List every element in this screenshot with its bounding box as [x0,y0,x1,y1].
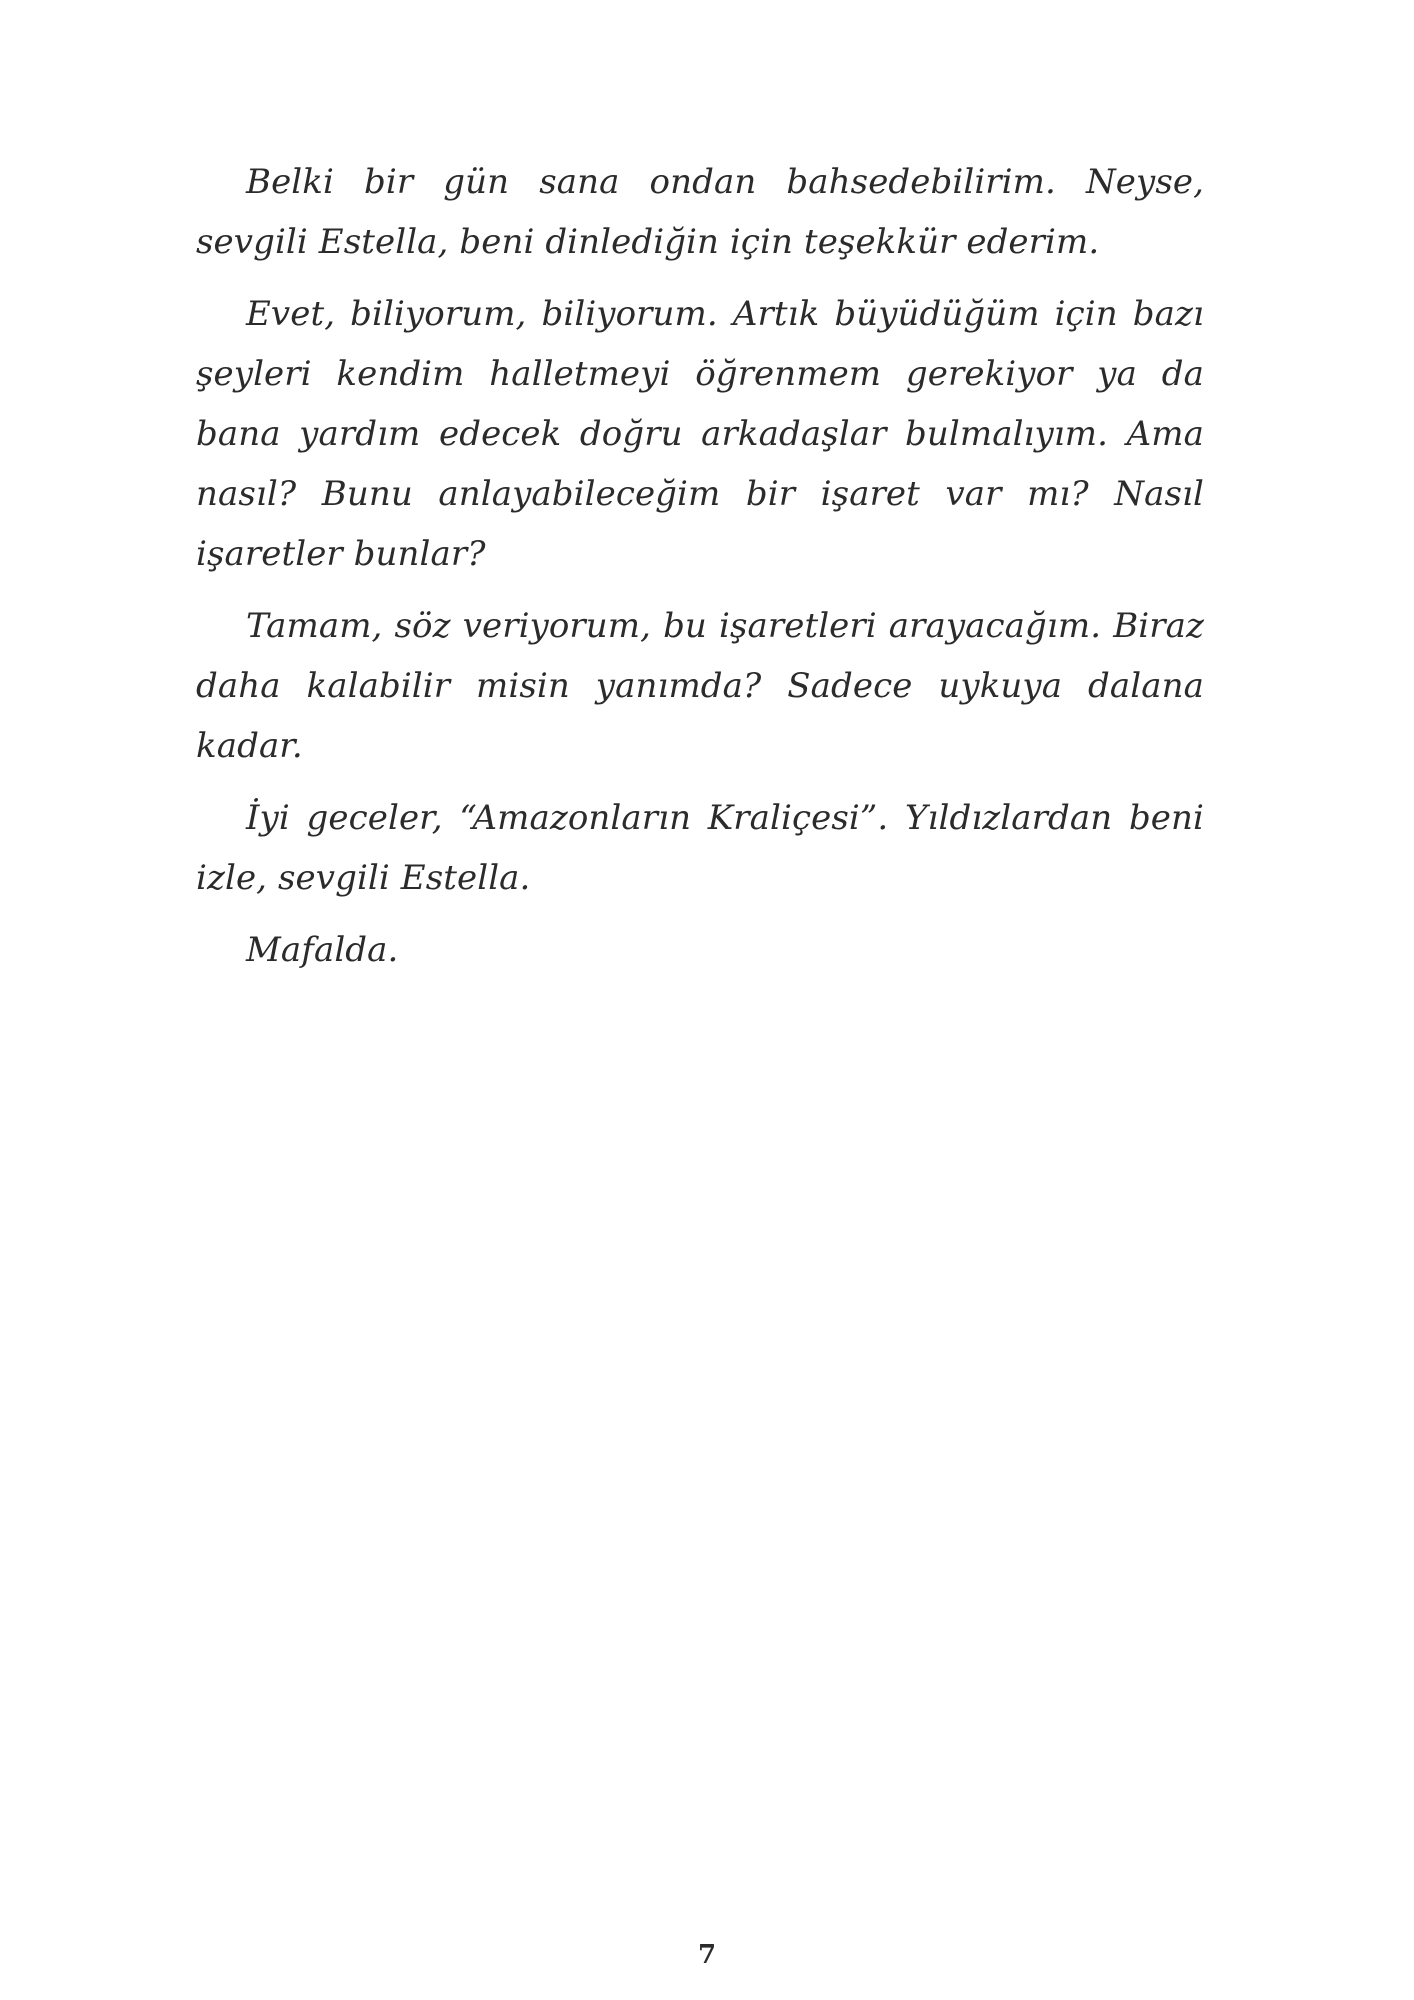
body-text [196,152,1204,992]
signature-line: Mafalda. [246,930,399,970]
page-number: 7 [697,1940,717,1970]
paragraph: İyi geceler, “Amazonların Kraliçesi”. Yıldızlardan beni izle, sevgili Estella. [196,798,1204,898]
paragraph: Belki bir gün sana ondan bahsedebilirim. Neyse, sevgili Estella, beni dinlediğin için teşekkür ederim. [196,162,1204,262]
paragraph: Evet, biliyorum, biliyorum. Artık büyüdüğüm için bazı şeyleri kendim halletmeyi öğrenmem gerekiyor ya da bana yardım edecek doğru arkadaşlar bulmalıyım. Ama nasıl? Bunu anlayabileceğim bir işaret var mı? Nasıl işaretler bunlar? [196,294,1204,574]
paragraph: Tamam, söz veriyorum, bu işaretleri arayacağım. Biraz daha kalabilir misin yanımda? Sadece uykuya dalana kadar. [196,606,1204,766]
